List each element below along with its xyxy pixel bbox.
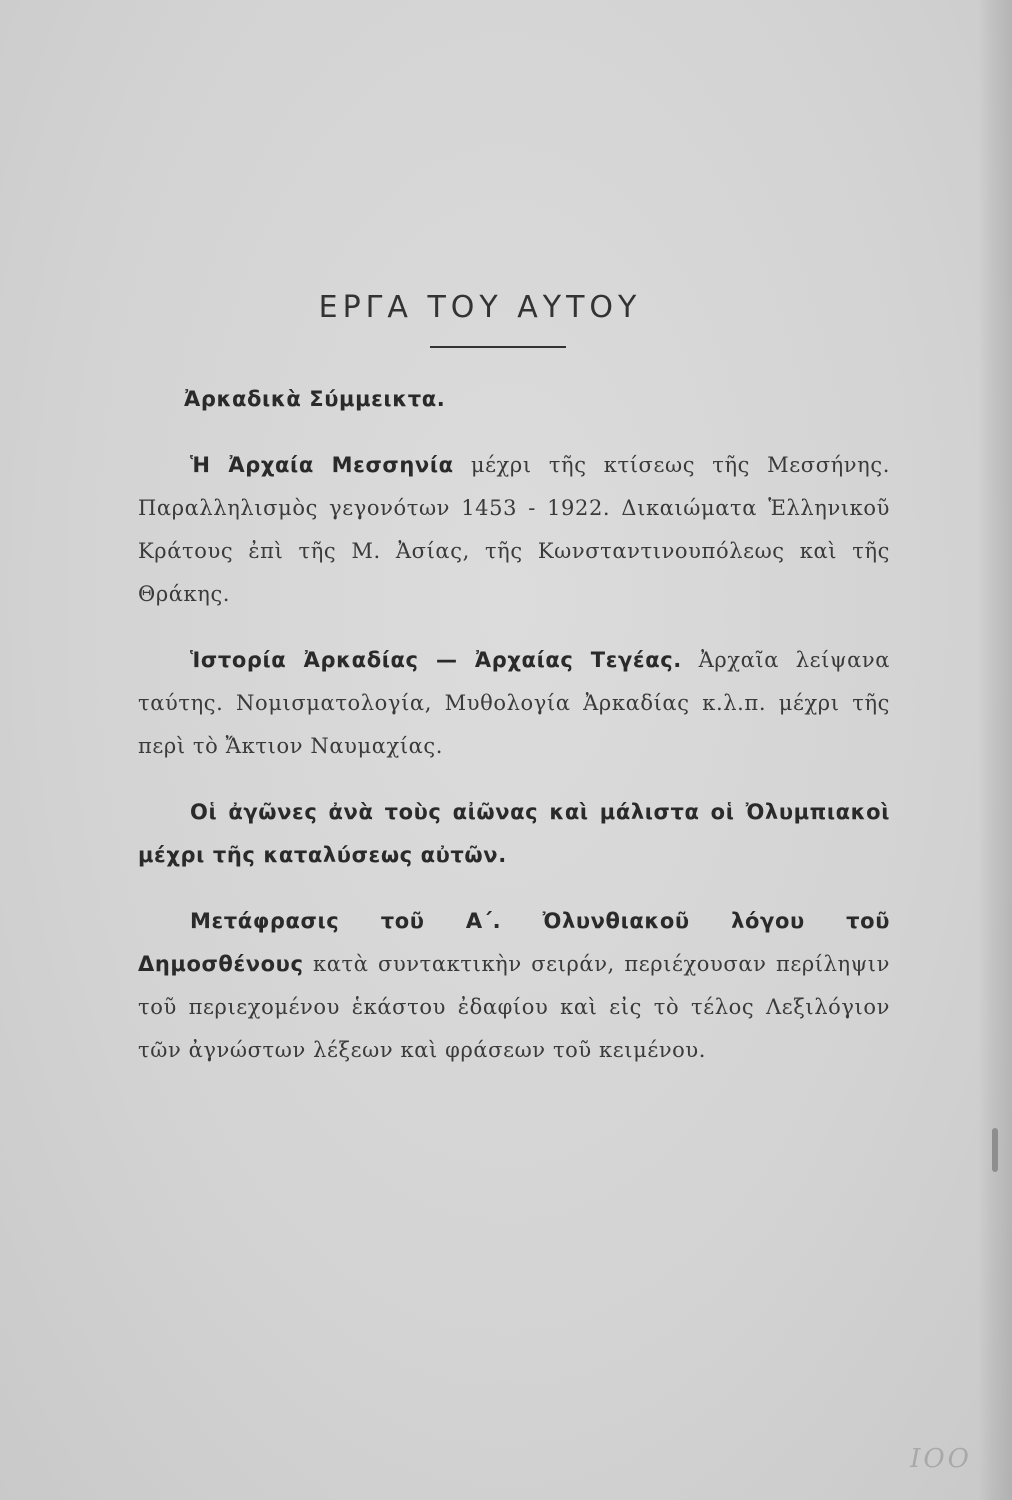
- work-entry-messinia: [138, 444, 890, 616]
- work-entry-agones: [138, 791, 890, 877]
- work-title: Οἱ ἀγῶνες ἀνὰ τοὺς αἰῶνας καὶ μάλιστα οἱ Ὀλυμπιακοὶ μέχρι τῆς καταλύσεως αὐτῶν.: [138, 800, 890, 867]
- heading-rule: [430, 346, 566, 348]
- work-description: Ἀρχαῖα λείψανα ταύτης. Νομισματολογία, Μυθολογία Ἀρκαδίας κ.λ.π. μέχρι τῆς περὶ τὸ Ἄκτιον Ναυμαχίας.: [138, 648, 890, 758]
- work-title: Ἀρκαδικὰ Σύμμεικτα.: [184, 387, 446, 411]
- work-title: Ἡ Ἀρχαία Μεσσηνία: [190, 453, 454, 477]
- binding-mark: [992, 1128, 998, 1172]
- works-list: [138, 378, 890, 1095]
- page-heading: ΕΡΓΑ ΤΟΥ ΑΥΤΟΥ: [318, 290, 642, 325]
- work-title: Ἱστορία Ἀρκαδίας — Ἀρχαίας Τεγέας.: [190, 648, 682, 672]
- work-entry-tegea: [138, 639, 890, 768]
- pencil-note: ΙΟΟ: [910, 1444, 972, 1474]
- work-entry-olynthiac: [138, 900, 890, 1072]
- work-description: μέχρι τῆς κτίσεως τῆς Μεσσήνης. Παραλληλισμὸς γεγονότων 1453 - 1922. Δικαιώματα Ἑλληνικοῦ Κράτους ἐπὶ τῆς Μ. Ἀσίας, τῆς Κωνσταντινουπόλεως καὶ τῆς Θράκης.: [138, 453, 890, 606]
- work-description: κατὰ συντακτικὴν σειράν, περιέχουσαν περίληψιν τοῦ περιεχομένου ἑκάστου ἐδαφίου καὶ εἰς τὸ τέλος Λεξιλόγιον τῶν ἀγνώστων λέξεων καὶ φράσεων τοῦ κειμένου.: [138, 952, 890, 1062]
- work-title: Μετάφρασις τοῦ Α΄. Ὀλυνθιακοῦ λόγου τοῦ Δημοσθένους: [138, 909, 890, 976]
- work-entry-arkadika: [184, 378, 890, 421]
- page-edge-shadow: [978, 0, 1012, 1500]
